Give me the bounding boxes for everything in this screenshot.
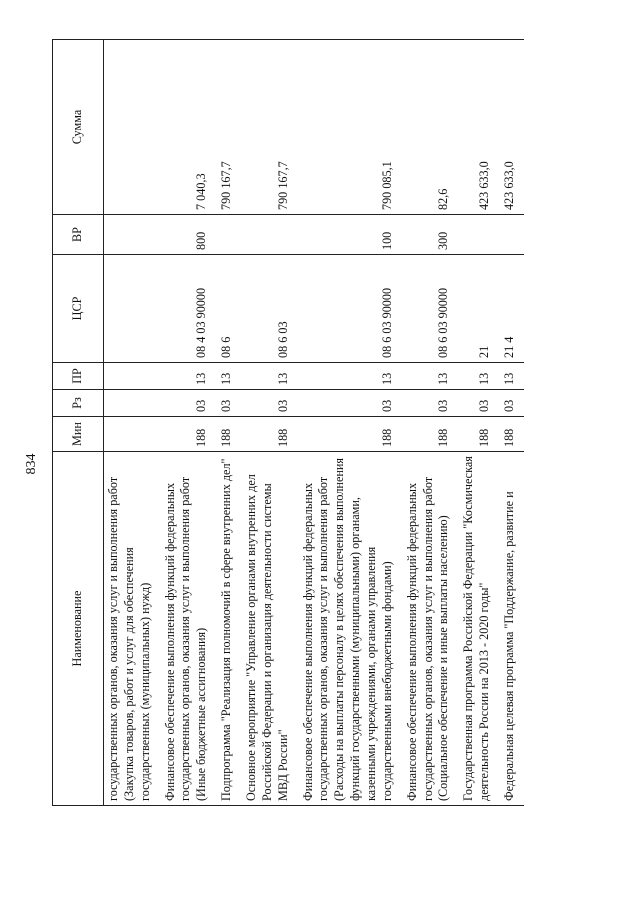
table-row (499, 40, 524, 806)
cell-vr (499, 215, 524, 255)
cell-min: 188 (458, 417, 499, 452)
cell-min (104, 417, 160, 452)
header-vr: ВР (53, 215, 104, 255)
cell-csr: 08 6 (216, 255, 241, 363)
header-pr: ПР (53, 363, 104, 390)
cell-name: Основное мероприятие "Управление органами внутренних дел Российской Федерации и организация деятельности системы МВД России" (241, 452, 298, 806)
header-rz: Рз (53, 390, 104, 417)
cell-rz: 03 (298, 390, 402, 417)
header-min: Мин (53, 417, 104, 452)
table-row (160, 40, 217, 806)
cell-pr: 13 (298, 363, 402, 390)
cell-rz (104, 390, 160, 417)
cell-vr (458, 215, 499, 255)
cell-name: государственных органов, оказания услуг и выполнения работ (Закупка товаров, работ и услуг для обеспечения государственных (муниципальных) нужд) (104, 452, 160, 806)
cell-pr: 13 (499, 363, 524, 390)
page-number: 834 (24, 453, 39, 475)
cell-sum: 790 167,7 (241, 40, 298, 215)
cell-rz: 03 (241, 390, 298, 417)
table-row (298, 40, 402, 806)
cell-csr: 08 4 03 90000 (160, 255, 217, 363)
cell-min: 188 (216, 417, 241, 452)
cell-pr (104, 363, 160, 390)
cell-sum: 7 040,3 (160, 40, 217, 215)
cell-vr: 100 (298, 215, 402, 255)
cell-rz: 03 (499, 390, 524, 417)
cell-csr (104, 255, 160, 363)
cell-min: 188 (499, 417, 524, 452)
cell-name: Финансовое обеспечение выполнения функций федеральных государственных органов, оказания услуг и выполнения работ (Расходы на выплаты персоналу в целях обеспечения выполнения функций государственными (муниципальными) органами, казенными учреждениями, органами управления государственными внебюджетными фондами) (298, 452, 402, 806)
cell-csr: 08 6 03 90000 (402, 255, 459, 363)
cell-pr: 13 (402, 363, 459, 390)
cell-rz: 03 (216, 390, 241, 417)
cell-csr: 08 6 03 (241, 255, 298, 363)
cell-csr: 21 4 (499, 255, 524, 363)
table-header (53, 40, 104, 806)
cell-name: Государственная программа Российской Федерации "Космическая деятельность России на 2013 - 2020 годы" (458, 452, 499, 806)
cell-sum (104, 40, 160, 215)
cell-vr (104, 215, 160, 255)
cell-name: Подпрограмма "Реализация полномочий в сфере внутренних дел" (216, 452, 241, 806)
budget-table (52, 39, 524, 806)
cell-min: 188 (160, 417, 217, 452)
cell-vr: 800 (160, 215, 217, 255)
cell-sum: 790 167,7 (216, 40, 241, 215)
cell-vr (241, 215, 298, 255)
header-sum: Сумма (53, 40, 104, 215)
cell-name: Федеральная целевая программа "Поддержание, развитие и (499, 452, 524, 806)
cell-csr: 21 (458, 255, 499, 363)
table-body (104, 40, 524, 806)
table-row (458, 40, 499, 806)
cell-vr: 300 (402, 215, 459, 255)
cell-rz: 03 (402, 390, 459, 417)
cell-min: 188 (298, 417, 402, 452)
table-row (402, 40, 459, 806)
cell-rz: 03 (458, 390, 499, 417)
cell-sum: 82,6 (402, 40, 459, 215)
cell-name: Финансовое обеспечение выполнения функций федеральных государственных органов, оказания услуг и выполнения работ (Социальное обеспечение и иные выплаты населению) (402, 452, 459, 806)
cell-sum: 423 633,0 (458, 40, 499, 215)
cell-rz: 03 (160, 390, 217, 417)
cell-pr: 13 (458, 363, 499, 390)
table-row (216, 40, 241, 806)
cell-csr: 08 6 03 90000 (298, 255, 402, 363)
table-row (104, 40, 160, 806)
cell-pr: 13 (160, 363, 217, 390)
cell-name: Финансовое обеспечение выполнения функций федеральных государственных органов, оказания услуг и выполнения работ (Иные бюджетные ассигнования) (160, 452, 217, 806)
cell-min: 188 (402, 417, 459, 452)
cell-vr (216, 215, 241, 255)
cell-min: 188 (241, 417, 298, 452)
cell-sum: 423 633,0 (499, 40, 524, 215)
cell-pr: 13 (216, 363, 241, 390)
cell-sum: 790 085,1 (298, 40, 402, 215)
cell-pr: 13 (241, 363, 298, 390)
header-name: Наименование (53, 452, 104, 806)
table-row (241, 40, 298, 806)
header-csr: ЦСР (53, 255, 104, 363)
